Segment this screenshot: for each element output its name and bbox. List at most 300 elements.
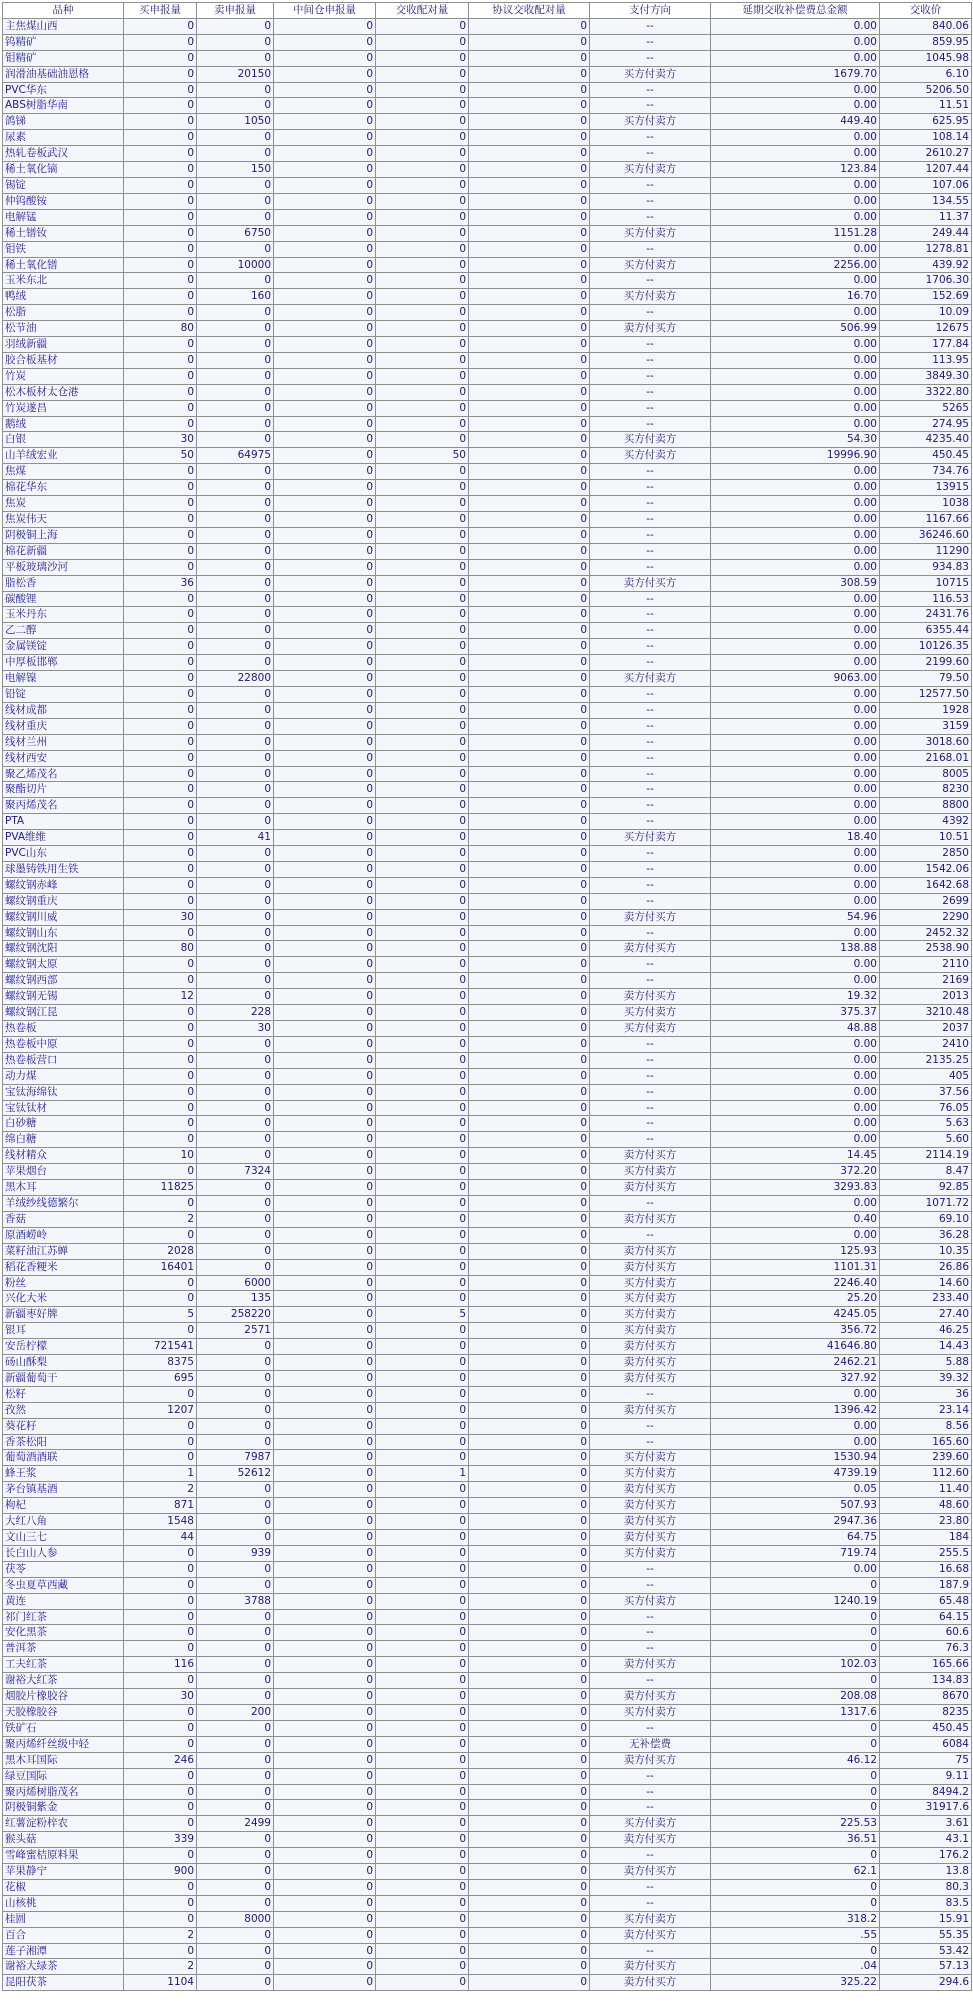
payment-direction-cell: 买方付卖方 (590, 1466, 711, 1482)
product-name-cell: 乙二醇 (3, 623, 124, 639)
delivery-price-cell: 11.37 (880, 209, 972, 225)
deferred-compensation-total-cell: 0.00 (711, 1195, 880, 1211)
table-row (3, 1402, 972, 1418)
payment-direction-cell: -- (590, 400, 711, 416)
deferred-compensation-total-cell: 0.00 (711, 130, 880, 146)
agreement-matched-quantity-cell: 0 (469, 1577, 590, 1593)
payment-direction-cell: 买方付卖方 (590, 448, 711, 464)
intermediate-quantity-cell: 0 (274, 1291, 376, 1307)
delivery-price-cell: 2610.27 (880, 146, 972, 162)
product-name-cell: 祁门红茶 (3, 1609, 124, 1625)
intermediate-quantity-cell: 0 (274, 1227, 376, 1243)
agreement-matched-quantity-cell: 0 (469, 1084, 590, 1100)
delivery-price-cell: 5.88 (880, 1355, 972, 1371)
delivery-price-cell: 113.95 (880, 352, 972, 368)
matched-quantity-cell: 0 (376, 1291, 469, 1307)
product-name-cell: 安化黑茶 (3, 1625, 124, 1641)
delivery-price-cell: 4235.40 (880, 432, 972, 448)
delivery-price-cell: 625.95 (880, 114, 972, 130)
sell-quantity-cell: 0 (197, 1895, 274, 1911)
table-row (3, 1068, 972, 1084)
buy-quantity-cell: 0 (124, 1848, 197, 1864)
matched-quantity-cell: 0 (376, 1036, 469, 1052)
table-row (3, 1657, 972, 1673)
table-row (3, 1418, 972, 1434)
payment-direction-cell: 买方付卖方 (590, 114, 711, 130)
product-name-cell: 砀山酥梨 (3, 1355, 124, 1371)
matched-quantity-cell: 0 (376, 1370, 469, 1386)
table-row (3, 1450, 972, 1466)
product-name-cell: 螺纹钢川威 (3, 909, 124, 925)
matched-quantity-cell: 0 (376, 1434, 469, 1450)
payment-direction-cell: -- (590, 1895, 711, 1911)
payment-direction-cell: -- (590, 480, 711, 496)
product-name-cell: 平板玻璃沙河 (3, 559, 124, 575)
agreement-matched-quantity-cell: 0 (469, 384, 590, 400)
agreement-matched-quantity-cell: 0 (469, 1195, 590, 1211)
matched-quantity-cell: 0 (376, 1355, 469, 1371)
delivery-price-cell: 1642.68 (880, 877, 972, 893)
intermediate-quantity-cell: 0 (274, 114, 376, 130)
table-row (3, 257, 972, 273)
deferred-compensation-total-cell: 0.00 (711, 416, 880, 432)
table-row (3, 1816, 972, 1832)
matched-quantity-cell: 0 (376, 352, 469, 368)
sell-quantity-cell: 0 (197, 623, 274, 639)
deferred-compensation-total-cell: 0.00 (711, 782, 880, 798)
agreement-matched-quantity-cell: 0 (469, 989, 590, 1005)
matched-quantity-cell: 0 (376, 1530, 469, 1546)
buy-quantity-cell: 0 (124, 1577, 197, 1593)
table-row (3, 241, 972, 257)
product-name-cell: 聚乙烯茂名 (3, 766, 124, 782)
buy-quantity-cell: 0 (124, 177, 197, 193)
delivery-price-cell: 15.91 (880, 1911, 972, 1927)
matched-quantity-cell: 0 (376, 1418, 469, 1434)
product-name-cell: 银耳 (3, 1323, 124, 1339)
delivery-price-cell: 31917.6 (880, 1800, 972, 1816)
delivery-price-cell: 2290 (880, 909, 972, 925)
table-row (3, 1625, 972, 1641)
deferred-compensation-total-cell: 1240.19 (711, 1593, 880, 1609)
product-name-cell: 聚丙烯纤丝级中轻 (3, 1736, 124, 1752)
product-name-cell: 脂松香 (3, 575, 124, 591)
buy-quantity-cell: 2 (124, 1211, 197, 1227)
matched-quantity-cell: 0 (376, 591, 469, 607)
matched-quantity-cell: 0 (376, 1052, 469, 1068)
payment-direction-cell: 买方付卖方 (590, 432, 711, 448)
table-row (3, 1466, 972, 1482)
matched-quantity-cell: 0 (376, 305, 469, 321)
intermediate-quantity-cell: 0 (274, 1068, 376, 1084)
agreement-matched-quantity-cell: 0 (469, 1641, 590, 1657)
agreement-matched-quantity-cell: 0 (469, 1466, 590, 1482)
table-row (3, 66, 972, 82)
matched-quantity-cell: 0 (376, 798, 469, 814)
column-header: 协议交收配对量 (469, 3, 590, 19)
matched-quantity-cell: 0 (376, 82, 469, 98)
product-name-cell: 电解锰 (3, 209, 124, 225)
sell-quantity-cell: 0 (197, 1180, 274, 1196)
buy-quantity-cell: 0 (124, 1418, 197, 1434)
sell-quantity-cell: 0 (197, 1927, 274, 1943)
sell-quantity-cell: 0 (197, 512, 274, 528)
product-name-cell: 山羊绒宏业 (3, 448, 124, 464)
agreement-matched-quantity-cell: 0 (469, 1132, 590, 1148)
intermediate-quantity-cell: 0 (274, 1943, 376, 1959)
agreement-matched-quantity-cell: 0 (469, 114, 590, 130)
sell-quantity-cell: 0 (197, 1609, 274, 1625)
sell-quantity-cell: 0 (197, 846, 274, 862)
matched-quantity-cell: 0 (376, 750, 469, 766)
matched-quantity-cell: 0 (376, 1545, 469, 1561)
sell-quantity-cell: 52612 (197, 1466, 274, 1482)
intermediate-quantity-cell: 0 (274, 1609, 376, 1625)
deferred-compensation-total-cell: 48.88 (711, 1021, 880, 1037)
deferred-compensation-total-cell: 0.00 (711, 1132, 880, 1148)
matched-quantity-cell: 0 (376, 1561, 469, 1577)
buy-quantity-cell: 30 (124, 432, 197, 448)
product-name-cell: 桂圆 (3, 1911, 124, 1927)
deferred-compensation-total-cell: 0.00 (711, 512, 880, 528)
agreement-matched-quantity-cell: 0 (469, 130, 590, 146)
intermediate-quantity-cell: 0 (274, 1370, 376, 1386)
sell-quantity-cell: 0 (197, 1959, 274, 1975)
product-name-cell: 螺纹钢太原 (3, 957, 124, 973)
matched-quantity-cell: 0 (376, 846, 469, 862)
intermediate-quantity-cell: 0 (274, 1434, 376, 1450)
sell-quantity-cell: 0 (197, 734, 274, 750)
buy-quantity-cell: 0 (124, 1323, 197, 1339)
buy-quantity-cell: 0 (124, 877, 197, 893)
table-row (3, 1720, 972, 1736)
intermediate-quantity-cell: 0 (274, 432, 376, 448)
buy-quantity-cell: 0 (124, 798, 197, 814)
payment-direction-cell: 买方付卖方 (590, 66, 711, 82)
product-name-cell: 焦炭 (3, 496, 124, 512)
payment-direction-cell: -- (590, 1036, 711, 1052)
deferred-compensation-total-cell: 0.00 (711, 1434, 880, 1450)
agreement-matched-quantity-cell: 0 (469, 655, 590, 671)
table-row (3, 1609, 972, 1625)
sell-quantity-cell: 0 (197, 1132, 274, 1148)
buy-quantity-cell: 2 (124, 1482, 197, 1498)
table-row (3, 543, 972, 559)
payment-direction-cell: 卖方付买方 (590, 1498, 711, 1514)
sell-quantity-cell: 0 (197, 321, 274, 337)
payment-direction-cell: 卖方付买方 (590, 1259, 711, 1275)
deferred-compensation-total-cell: 0 (711, 1609, 880, 1625)
payment-direction-cell: -- (590, 1609, 711, 1625)
intermediate-quantity-cell: 0 (274, 241, 376, 257)
table-row (3, 34, 972, 50)
agreement-matched-quantity-cell: 0 (469, 671, 590, 687)
buy-quantity-cell: 0 (124, 1800, 197, 1816)
matched-quantity-cell: 0 (376, 671, 469, 687)
intermediate-quantity-cell: 0 (274, 1673, 376, 1689)
sell-quantity-cell: 0 (197, 384, 274, 400)
agreement-matched-quantity-cell: 0 (469, 1673, 590, 1689)
sell-quantity-cell: 0 (197, 782, 274, 798)
delivery-price-cell: 934.83 (880, 559, 972, 575)
buy-quantity-cell: 0 (124, 1005, 197, 1021)
product-name-cell: 鸽锑 (3, 114, 124, 130)
product-name-cell: 谢裕大绿茶 (3, 1959, 124, 1975)
buy-quantity-cell: 0 (124, 257, 197, 273)
deferred-compensation-total-cell: 0.00 (711, 496, 880, 512)
delivery-price-cell: 23.14 (880, 1402, 972, 1418)
sell-quantity-cell: 0 (197, 559, 274, 575)
matched-quantity-cell: 0 (376, 1625, 469, 1641)
table-row (3, 1593, 972, 1609)
matched-quantity-cell: 0 (376, 1927, 469, 1943)
table-row (3, 464, 972, 480)
agreement-matched-quantity-cell: 0 (469, 1514, 590, 1530)
deferred-compensation-total-cell: 0 (711, 1800, 880, 1816)
agreement-matched-quantity-cell: 0 (469, 750, 590, 766)
agreement-matched-quantity-cell: 0 (469, 416, 590, 432)
agreement-matched-quantity-cell: 0 (469, 798, 590, 814)
intermediate-quantity-cell: 0 (274, 98, 376, 114)
buy-quantity-cell: 0 (124, 543, 197, 559)
matched-quantity-cell: 0 (376, 1021, 469, 1037)
sell-quantity-cell: 1050 (197, 114, 274, 130)
product-name-cell: 焦炭伟天 (3, 512, 124, 528)
matched-quantity-cell: 0 (376, 623, 469, 639)
deferred-compensation-total-cell: 0 (711, 1673, 880, 1689)
product-name-cell: 葵花籽 (3, 1418, 124, 1434)
agreement-matched-quantity-cell: 0 (469, 734, 590, 750)
product-name-cell: 钼铁 (3, 241, 124, 257)
delivery-price-cell: 450.45 (880, 1720, 972, 1736)
delivery-price-cell: 3210.48 (880, 1005, 972, 1021)
product-name-cell: 螺纹钢江昆 (3, 1005, 124, 1021)
sell-quantity-cell: 2571 (197, 1323, 274, 1339)
agreement-matched-quantity-cell: 0 (469, 98, 590, 114)
table-row (3, 82, 972, 98)
sell-quantity-cell: 0 (197, 1052, 274, 1068)
delivery-price-cell: 8670 (880, 1689, 972, 1705)
delivery-price-cell: 10.09 (880, 305, 972, 321)
payment-direction-cell: 卖方付买方 (590, 1211, 711, 1227)
matched-quantity-cell: 0 (376, 1116, 469, 1132)
deferred-compensation-total-cell: 0 (711, 1848, 880, 1864)
intermediate-quantity-cell: 0 (274, 400, 376, 416)
delivery-price-cell: 12675 (880, 321, 972, 337)
deferred-compensation-total-cell: 0.00 (711, 973, 880, 989)
intermediate-quantity-cell: 0 (274, 1911, 376, 1927)
buy-quantity-cell: 0 (124, 1736, 197, 1752)
table-row (3, 527, 972, 543)
sell-quantity-cell: 0 (197, 337, 274, 353)
table-row (3, 162, 972, 178)
agreement-matched-quantity-cell: 0 (469, 1832, 590, 1848)
sell-quantity-cell: 0 (197, 1355, 274, 1371)
deferred-compensation-total-cell: 0.00 (711, 846, 880, 862)
agreement-matched-quantity-cell: 0 (469, 957, 590, 973)
table-row (3, 575, 972, 591)
agreement-matched-quantity-cell: 0 (469, 1164, 590, 1180)
deferred-compensation-total-cell: 0.00 (711, 18, 880, 34)
table-row (3, 289, 972, 305)
deferred-compensation-total-cell: 9063.00 (711, 671, 880, 687)
sell-quantity-cell: 0 (197, 1848, 274, 1864)
payment-direction-cell: -- (590, 305, 711, 321)
matched-quantity-cell: 0 (376, 114, 469, 130)
delivery-price-cell: 60.6 (880, 1625, 972, 1641)
matched-quantity-cell: 0 (376, 1164, 469, 1180)
table-row (3, 877, 972, 893)
table-row (3, 1005, 972, 1021)
buy-quantity-cell: 0 (124, 925, 197, 941)
buy-quantity-cell: 0 (124, 368, 197, 384)
matched-quantity-cell: 0 (376, 209, 469, 225)
agreement-matched-quantity-cell: 0 (469, 1704, 590, 1720)
product-name-cell: 绿豆国际 (3, 1768, 124, 1784)
matched-quantity-cell: 0 (376, 814, 469, 830)
agreement-matched-quantity-cell: 0 (469, 861, 590, 877)
intermediate-quantity-cell: 0 (274, 1577, 376, 1593)
buy-quantity-cell: 0 (124, 1100, 197, 1116)
agreement-matched-quantity-cell: 0 (469, 1943, 590, 1959)
table-row (3, 989, 972, 1005)
deferred-compensation-total-cell: 1101.31 (711, 1259, 880, 1275)
matched-quantity-cell: 0 (376, 1768, 469, 1784)
product-name-cell: 百合 (3, 1927, 124, 1943)
matched-quantity-cell: 0 (376, 607, 469, 623)
payment-direction-cell: -- (590, 718, 711, 734)
deferred-compensation-total-cell: 1317.6 (711, 1704, 880, 1720)
agreement-matched-quantity-cell: 0 (469, 1784, 590, 1800)
intermediate-quantity-cell: 0 (274, 1561, 376, 1577)
deferred-compensation-total-cell: 506.99 (711, 321, 880, 337)
matched-quantity-cell: 0 (376, 257, 469, 273)
matched-quantity-cell: 0 (376, 925, 469, 941)
delivery-price-cell: 13915 (880, 480, 972, 496)
deferred-compensation-total-cell: 325.22 (711, 1975, 880, 1991)
intermediate-quantity-cell: 0 (274, 607, 376, 623)
deferred-compensation-total-cell: 0.00 (711, 480, 880, 496)
delivery-price-cell: 1928 (880, 702, 972, 718)
product-name-cell: 仲钨酸铵 (3, 193, 124, 209)
payment-direction-cell: -- (590, 193, 711, 209)
intermediate-quantity-cell: 0 (274, 177, 376, 193)
intermediate-quantity-cell: 0 (274, 448, 376, 464)
agreement-matched-quantity-cell: 0 (469, 1052, 590, 1068)
buy-quantity-cell: 0 (124, 1704, 197, 1720)
product-name-cell: 线材精众 (3, 1148, 124, 1164)
agreement-matched-quantity-cell: 0 (469, 1530, 590, 1546)
matched-quantity-cell: 0 (376, 1864, 469, 1880)
delivery-price-cell: 16.68 (880, 1561, 972, 1577)
delivery-price-cell: 165.66 (880, 1657, 972, 1673)
deferred-compensation-total-cell: 1151.28 (711, 225, 880, 241)
sell-quantity-cell: 0 (197, 543, 274, 559)
agreement-matched-quantity-cell: 0 (469, 146, 590, 162)
intermediate-quantity-cell: 0 (274, 1466, 376, 1482)
product-name-cell: 铅锭 (3, 686, 124, 702)
agreement-matched-quantity-cell: 0 (469, 337, 590, 353)
product-name-cell: 阴极铜紫金 (3, 1800, 124, 1816)
matched-quantity-cell: 0 (376, 1482, 469, 1498)
agreement-matched-quantity-cell: 0 (469, 1291, 590, 1307)
buy-quantity-cell: 8375 (124, 1355, 197, 1371)
buy-quantity-cell: 30 (124, 909, 197, 925)
product-name-cell: 天胶橡胶谷 (3, 1704, 124, 1720)
product-name-cell: 稀土镨钕 (3, 225, 124, 241)
intermediate-quantity-cell: 0 (274, 1132, 376, 1148)
deferred-compensation-total-cell: 0.00 (711, 734, 880, 750)
sell-quantity-cell: 0 (197, 957, 274, 973)
payment-direction-cell: -- (590, 464, 711, 480)
sell-quantity-cell: 0 (197, 146, 274, 162)
table-row (3, 925, 972, 941)
matched-quantity-cell: 0 (376, 1689, 469, 1705)
sell-quantity-cell: 0 (197, 814, 274, 830)
product-name-cell: 烟胶片橡胶谷 (3, 1689, 124, 1705)
delivery-price-cell: 46.25 (880, 1323, 972, 1339)
deferred-compensation-total-cell: 0.00 (711, 98, 880, 114)
sell-quantity-cell: 20150 (197, 66, 274, 82)
payment-direction-cell: -- (590, 893, 711, 909)
sell-quantity-cell: 0 (197, 1879, 274, 1895)
payment-direction-cell: -- (590, 877, 711, 893)
intermediate-quantity-cell: 0 (274, 1768, 376, 1784)
deferred-compensation-total-cell: 0 (711, 1577, 880, 1593)
intermediate-quantity-cell: 0 (274, 766, 376, 782)
matched-quantity-cell: 0 (376, 941, 469, 957)
delivery-table (2, 2, 972, 1991)
sell-quantity-cell: 0 (197, 1943, 274, 1959)
matched-quantity-cell: 0 (376, 639, 469, 655)
payment-direction-cell: -- (590, 1116, 711, 1132)
sell-quantity-cell: 0 (197, 1116, 274, 1132)
table-row (3, 1052, 972, 1068)
matched-quantity-cell: 0 (376, 1704, 469, 1720)
payment-direction-cell: -- (590, 1084, 711, 1100)
agreement-matched-quantity-cell: 0 (469, 1848, 590, 1864)
delivery-price-cell: 6355.44 (880, 623, 972, 639)
payment-direction-cell: -- (590, 241, 711, 257)
matched-quantity-cell: 0 (376, 1641, 469, 1657)
matched-quantity-cell: 0 (376, 1259, 469, 1275)
column-header: 中间仓申报量 (274, 3, 376, 19)
product-name-cell: 松木板材太仓港 (3, 384, 124, 400)
sell-quantity-cell: 0 (197, 575, 274, 591)
product-name-cell: 雪峰蜜桔原料果 (3, 1848, 124, 1864)
intermediate-quantity-cell: 0 (274, 1036, 376, 1052)
delivery-price-cell: 11.40 (880, 1482, 972, 1498)
table-row (3, 973, 972, 989)
payment-direction-cell: -- (590, 1800, 711, 1816)
buy-quantity-cell: 0 (124, 1227, 197, 1243)
agreement-matched-quantity-cell: 0 (469, 973, 590, 989)
delivery-price-cell: 14.60 (880, 1275, 972, 1291)
agreement-matched-quantity-cell: 0 (469, 575, 590, 591)
sell-quantity-cell: 0 (197, 305, 274, 321)
delivery-price-cell: 36.28 (880, 1227, 972, 1243)
sell-quantity-cell: 0 (197, 1036, 274, 1052)
buy-quantity-cell: 0 (124, 830, 197, 846)
product-name-cell: 胶合板基材 (3, 352, 124, 368)
matched-quantity-cell: 0 (376, 686, 469, 702)
payment-direction-cell: -- (590, 1132, 711, 1148)
matched-quantity-cell: 0 (376, 464, 469, 480)
table-row (3, 1943, 972, 1959)
product-name-cell: 香菇 (3, 1211, 124, 1227)
agreement-matched-quantity-cell: 0 (469, 432, 590, 448)
sell-quantity-cell: 0 (197, 655, 274, 671)
